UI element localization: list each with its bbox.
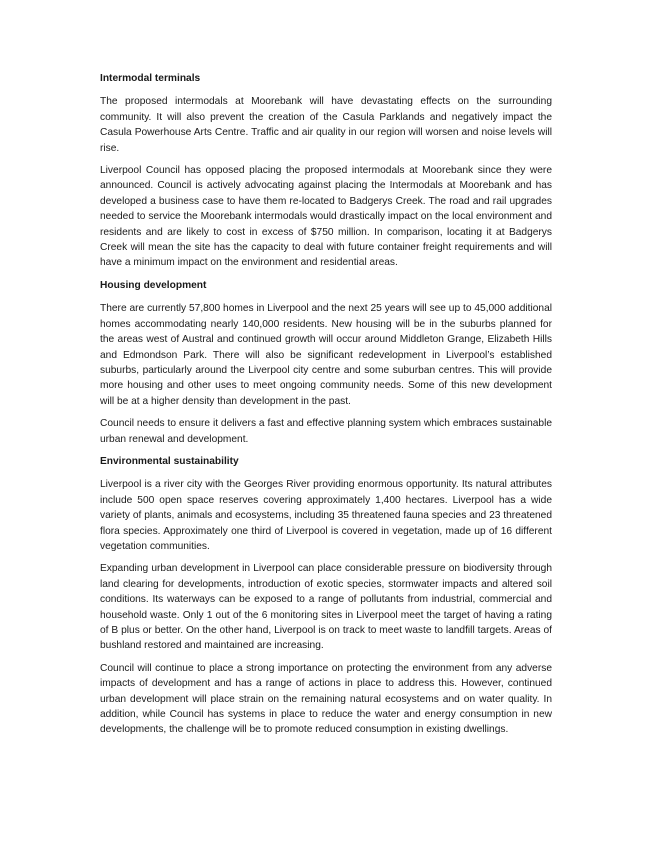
paragraph: Expanding urban development in Liverpool can place considerable pressure on biodiversity through land clearing for developments, introduction of exotic species, stormwater impacts and altered soil conditions. Its waterways can be exposed to a range of pollutants from industrial, commercial and household waste. Only 1 out of the 6 monitoring sites in Liverpool meet the target of having a rating of B plus or better. On the other hand, Liverpool is on track to meet waste to landfill targets. Areas of bushland restored and maintained are increasing. <box>100 563 552 652</box>
section-housing-development <box>100 278 552 447</box>
paragraph: Council needs to ensure it delivers a fast and effective planning system which embraces sustainable urban renewal and development. <box>100 418 552 445</box>
paragraph: There are currently 57,800 homes in Liverpool and the next 25 years will see up to 45,000 additional homes accommodating nearly 140,000 residents. New housing will be in the suburbs planned for the areas west of Austral and continued growth will occur around Middleton Grange, Elizabeth Hills and Edmondson Park. There will also be significant redevelopment in Liverpool’s established suburbs, particularly around the Liverpool city centre and some suburban centres. This will provide more housing and other uses to meet ongoing community needs. Some of this new development will be at a higher density than development in the past. <box>100 303 552 407</box>
section-heading: Intermodal terminals <box>100 73 201 84</box>
paragraph: Council will continue to place a strong importance on protecting the environment from any adverse impacts of development and has a range of actions in place to address this. However, continued urban development will place strain on the remaining natural ecosystems and on water quality. In addition, while Council has systems in place to reduce the water and energy consumption in new developments, the challenge will be to promote reduced consumption in existing dwellings. <box>100 662 552 736</box>
paragraph: The proposed intermodals at Moorebank will have devastating effects on the surrounding community. It will also prevent the creation of the Casula Parklands and negatively impact the Casula Powerhouse Arts Centre. Traffic and air quality in our region will worsen and noise levels will rise. <box>100 96 552 154</box>
document-page <box>100 71 552 745</box>
paragraph: Liverpool Council has opposed placing the proposed intermodals at Moorebank since they were announced. Council is actively advocating against placing the Intermodals at Moorebank and has developed a business case to have them re-located to Badgerys Creek. The road and rail upgrades needed to service the Moorebank intermodals would drastically impact on the local environment and residents and are likely to cost in excess of $750 million. In comparison, locating it at Badgerys Creek will mean the site has the capacity to deal with future container freight requirements and will have a minimum impact on the environment and residential areas. <box>100 165 552 269</box>
paragraph: Liverpool is a river city with the Georges River providing enormous opportunity. Its natural attributes include 500 open space reserves covering approximately 1,400 hectares. Liverpool has a wide variety of plants, animals and ecosystems, including 35 threatened fauna species and 23 threatened flora species. Approximately one third of Liverpool is covered in vegetation, made up of 16 different vegetation communities. <box>100 479 552 552</box>
section-heading: Environmental sustainability <box>100 455 239 467</box>
section-intermodal-terminals <box>100 71 552 271</box>
section-heading: Housing development <box>100 279 207 291</box>
section-environmental-sustainability <box>100 454 552 738</box>
